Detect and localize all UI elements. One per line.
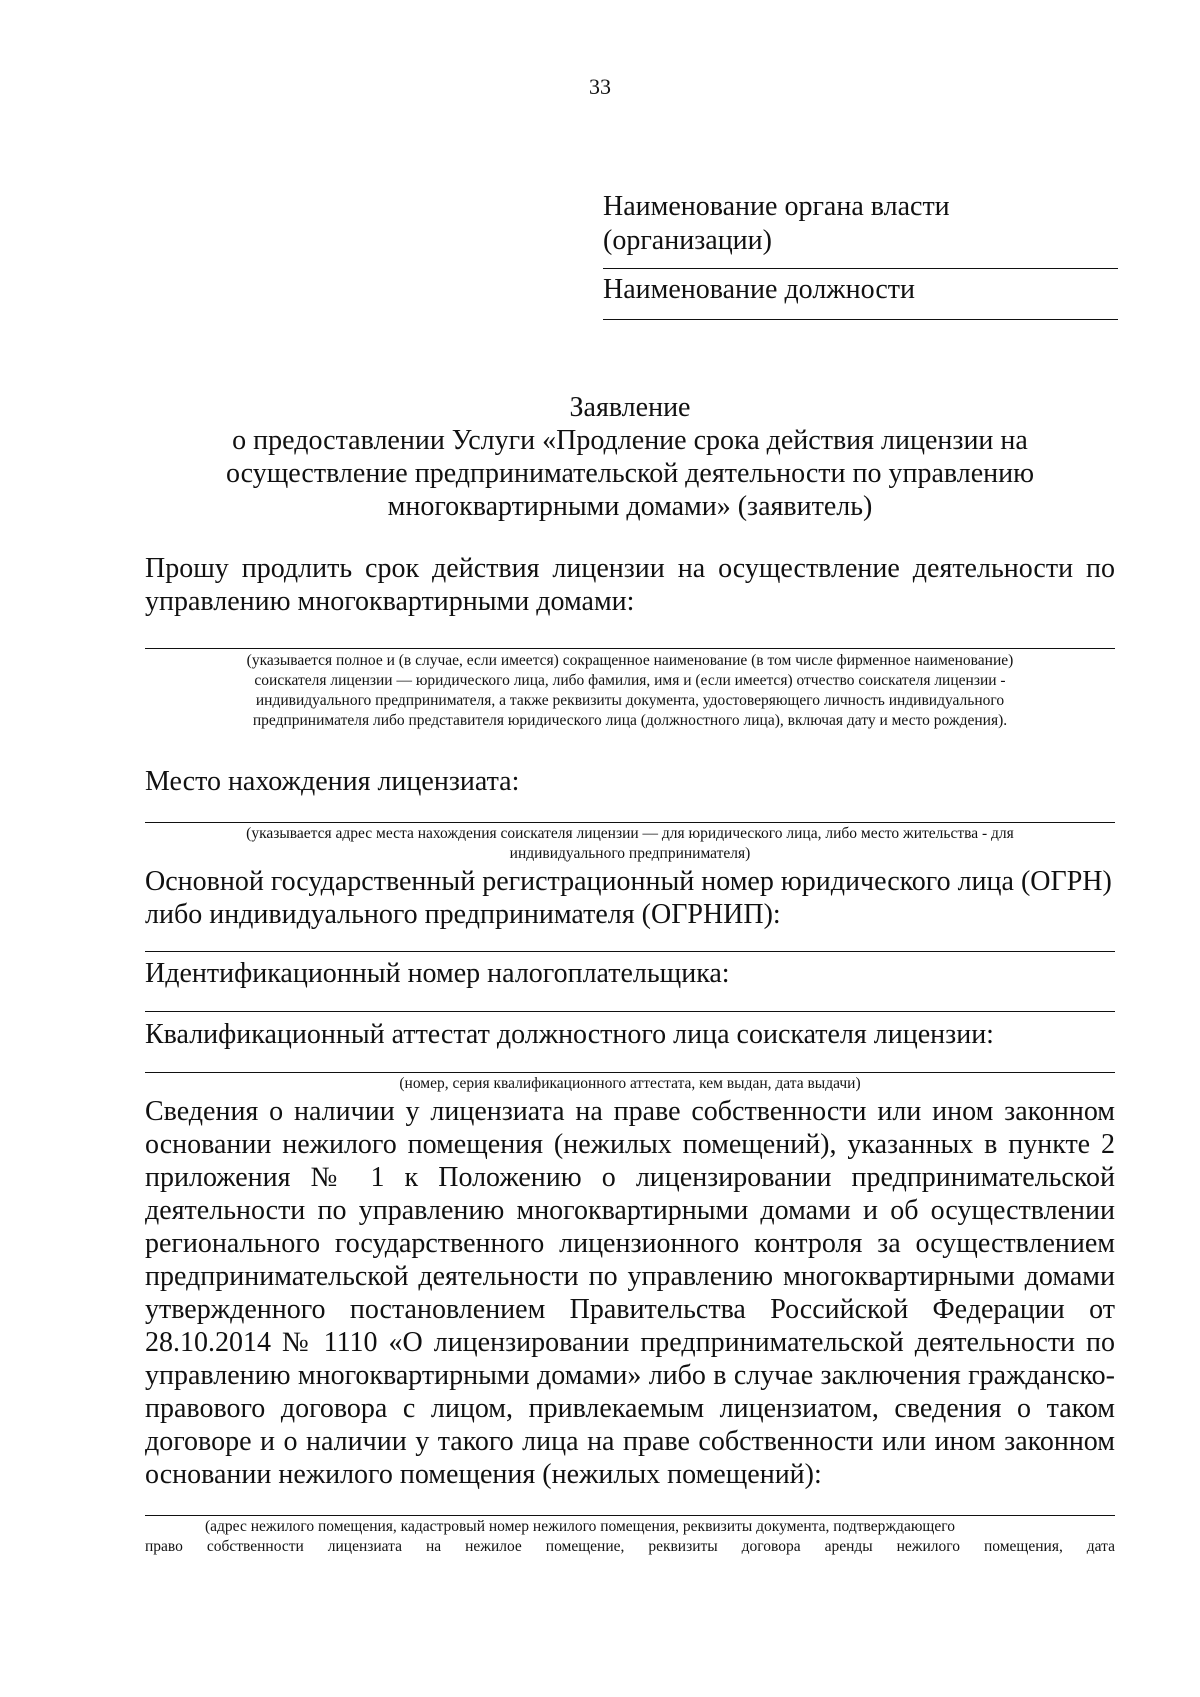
page-number: 33 <box>589 74 611 99</box>
location-note-line: индивидуального предпринимателя) <box>509 845 751 862</box>
title-heading: Заявление <box>569 392 691 423</box>
addressee-block <box>603 190 1118 320</box>
premises-field[interactable] <box>145 1515 1115 1516</box>
premises-text: Сведения о наличии у лицензиата на праве собственности или ином законном основании нежилого помещения (нежилых помещений), указанных в пункте 2 приложения № 1 к Положению о лицензировании предпринимательской деятельности по управлению многоквартирными домами и об осуществлении регионального государственного лицензионного контроля за осуществлением предпринимательской деятельности по управлению многоквартирными домами утвержденного постановлением Правительства Российской Федерации от 28.10.2014 № 1110 «О лицензировании предпринимательской деятельности по управлению многоквартирными домами» либо в случае заключения гражданско-правового договора с лицом, привлекаемым лицензиатом, сведения о таком договоре и о наличии у такого лица на праве собственности или ином законном основании нежилого помещения (нежилых помещений): <box>145 1096 1115 1490</box>
premises-note <box>145 1517 1115 1557</box>
location-note-line: (указывается адрес места нахождения соискателя лицензии — для юридического лица, либо место жительства - для <box>246 825 1014 842</box>
authority-name-label-continued: (организации) <box>603 225 772 256</box>
applicant-note <box>145 651 1115 731</box>
premises-note-line: (адрес нежилого помещения, кадастровый номер нежилого помещения, реквизиты документа, подтверждающего <box>205 1518 955 1535</box>
inn-label: Идентификационный номер налогоплательщика: <box>145 958 730 989</box>
authority-name-field[interactable] <box>603 258 1118 269</box>
title-line-3: многоквартирными домами» (заявитель) <box>387 491 873 522</box>
ogrn-label: Основной государственный регистрационный номер юридического лица (ОГРН) либо индивидуального предпринимателя (ОГРНИП): <box>145 866 1112 930</box>
request-text: Прошу продлить срок действия лицензии на осуществление деятельности по управлению многоквартирными домами: <box>145 553 1115 617</box>
applicant-note-line: индивидуального предпринимателя, а также реквизиты документа, удостоверяющего личность индивидуального <box>255 692 1005 709</box>
title-line-1: о предоставлении Услуги «Продление срока действия лицензии на <box>232 425 1028 456</box>
certificate-field[interactable] <box>145 1072 1115 1073</box>
document-title <box>145 391 1115 523</box>
position-label: Наименование должности <box>603 274 915 305</box>
position-field[interactable] <box>603 307 1118 320</box>
applicant-note-line: предпринимателя либо представителя юридического лица (должностного лица), включая дату и место рождения). <box>252 712 1008 729</box>
location-field[interactable] <box>145 822 1115 823</box>
inn-field[interactable] <box>145 1011 1115 1012</box>
applicant-note-line: (указывается полное и (в случае, если имеется) сокращенное наименование (в том числе фирменное наименование) <box>246 652 1014 669</box>
location-label: Место нахождения лицензиата: <box>145 766 520 797</box>
location-note <box>145 824 1115 864</box>
title-line-2: осуществление предпринимательской деятельности по управлению <box>225 458 1035 489</box>
applicant-note-line: соискателя лицензии — юридического лица, либо фамилия, имя и (если имеется) отчество соискателя лицензии - <box>254 672 1006 689</box>
authority-name-label: Наименование органа власти <box>603 191 950 222</box>
applicant-field[interactable] <box>145 648 1115 649</box>
premises-note-line: право собственности лицензиата на нежилое помещение, реквизиты договора аренды нежилого помещения, дата <box>145 1538 1115 1555</box>
ogrn-field[interactable] <box>145 951 1115 952</box>
form-body <box>145 552 1115 1557</box>
certificate-label: Квалификационный аттестат должностного лица соискателя лицензии: <box>145 1019 994 1050</box>
certificate-note: (номер, серия квалификационного аттестата, кем выдан, дата выдачи) <box>399 1075 861 1092</box>
